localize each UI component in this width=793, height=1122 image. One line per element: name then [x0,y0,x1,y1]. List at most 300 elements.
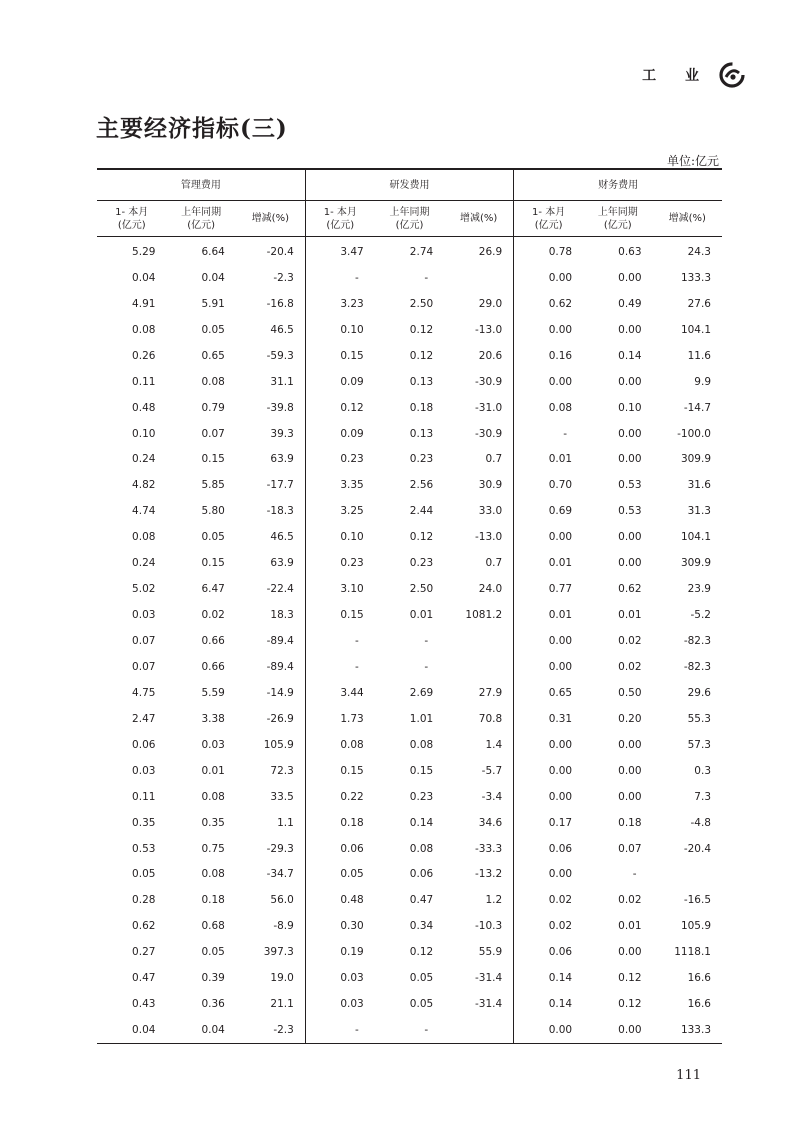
table-cell: 1.2 [444,887,513,913]
table-cell: 0.00 [548,660,573,673]
table-cell: 24.3 [687,245,711,258]
table-cell: 0.39 [201,972,225,985]
table-row [97,732,722,758]
table-cell: 0.12 [409,323,434,336]
table-cell [444,654,513,680]
table-cell: 0.50 [618,686,642,699]
table-cell: 20.6 [444,343,513,369]
admin-change-percent-header [236,201,305,237]
table-cell: 0.15 [340,349,364,362]
table-cell: 0.07 [132,660,156,673]
table-cell: -29.3 [236,836,305,862]
table-cell: 23.9 [687,583,711,596]
header-text: 上年同期 [389,206,430,218]
admin-prior-period-header [166,201,235,237]
table-cell: 39.3 [236,421,305,447]
table-cell: 3.47 [340,245,364,258]
table-cell: 27.6 [687,297,711,310]
table-cell: 0.05 [132,868,156,881]
table-cell: 0.15 [201,557,225,570]
table-cell: 0.7 [444,447,513,473]
table-cell: 11.6 [687,349,711,362]
table-cell: 0.02 [548,894,573,907]
table-cell: 2.50 [409,583,434,596]
running-header [642,62,745,88]
section-label: 工 业 [642,68,711,84]
table-cell: 6.64 [201,245,225,258]
table-cell: -34.7 [236,862,305,888]
table-cell: 0.53 [618,505,642,518]
chapter-logo-icon [719,62,745,88]
table-cell: 0.01 [409,609,434,622]
header-text: (亿元) [534,219,563,231]
table-cell: -39.8 [236,395,305,421]
table-cell: 0.12 [340,401,364,414]
table-cell: 4.75 [132,686,156,699]
table-cell: 0.04 [166,1017,235,1043]
unit-label: 单位:亿元 [666,154,719,168]
table-cell: 55.3 [687,712,711,725]
table-cell: 0.16 [548,349,573,362]
table-cell: 0.49 [618,297,642,310]
table-cell: -82.3 [683,635,711,648]
table-cell: 0.26 [132,349,156,362]
table-cell: 3.25 [340,505,364,518]
table-row [97,524,722,550]
table-cell: -5.7 [444,758,513,784]
table-cell: 0.02 [618,894,642,907]
table-cell: 133.3 [680,271,711,284]
table-cell: 0.12 [618,972,642,985]
table-cell: 0.14 [548,972,573,985]
table-row [97,317,722,343]
table-cell: 1.01 [409,712,434,725]
table-cell: 0.19 [340,946,364,959]
table-cell: 0.18 [618,816,642,829]
table-cell: 0.75 [201,842,225,855]
table-cell: 0.03 [201,738,225,751]
table-cell: 0.23 [409,557,434,570]
table-cell: 31.6 [687,479,711,492]
table-cell: 105.9 [236,732,305,758]
table-cell: -14.9 [236,680,305,706]
table-cell: 133.3 [653,1017,722,1043]
table-row [97,991,722,1017]
table-row [97,421,722,447]
table-row [97,265,722,291]
table-row [97,706,722,732]
table-cell: 0.12 [409,349,434,362]
table-cell: -13.2 [444,862,513,888]
table-cell: 46.5 [236,524,305,550]
table-cell: 0.04 [132,271,156,284]
table-cell: 0.00 [548,635,573,648]
table-cell: -3.4 [444,784,513,810]
table-cell: 0.00 [618,427,642,440]
table-cell: 0.47 [409,894,434,907]
table-cell: 0.12 [618,998,642,1011]
table-cell: 0.00 [548,271,573,284]
table-cell: 0.00 [618,557,642,570]
table-cell: 0.30 [340,920,364,933]
table-cell: 0.23 [409,790,434,803]
table-cell: -18.3 [236,498,305,524]
table-cell: 1081.2 [444,602,513,628]
table-cell: - [563,427,568,440]
table-cell: 0.09 [340,375,364,388]
table-cell [444,628,513,654]
table-cell: 0.78 [548,245,573,258]
table-row [97,343,722,369]
table-row [97,628,722,654]
table-cell: 5.85 [201,479,225,492]
table-cell: -22.4 [236,576,305,602]
table-cell: 0.01 [548,609,573,622]
table-cell: 1.73 [340,712,364,725]
group-header-admin-expenses: 管理费用 [97,169,305,201]
table-cell [444,265,513,291]
table-cell: 0.18 [201,894,225,907]
table-cell: 0.00 [618,323,642,336]
table-cell: 31.3 [687,505,711,518]
table-cell: - [424,271,429,284]
table-cell: 2.50 [409,297,434,310]
table-cell: 0.08 [409,738,434,751]
table-cell: 3.44 [340,686,364,699]
table-cell: -20.4 [236,237,305,265]
table-cell: 0.00 [618,738,642,751]
table-cell: -17.7 [236,472,305,498]
table-cell: 0.03 [340,998,364,1011]
table-cell: 0.79 [201,401,225,414]
table-cell: 0.22 [340,790,364,803]
table-cell: 33.0 [444,498,513,524]
rd-change-percent-header [444,201,513,237]
table-cell: 0.03 [132,764,156,777]
table-cell: -31.4 [444,991,513,1017]
table-cell: -13.0 [444,317,513,343]
group-header-financial-expenses: 财务费用 [514,169,722,201]
table-cell: 0.08 [132,323,156,336]
table-cell: 0.01 [548,453,573,466]
table-cell: -100.0 [677,427,711,440]
table-cell: 0.7 [444,550,513,576]
table-cell: 104.1 [680,531,711,544]
table-cell: 0.00 [618,946,642,959]
table-cell: -30.9 [444,369,513,395]
table-cell: 0.27 [132,946,156,959]
table-row [97,654,722,680]
table-cell: -33.3 [444,836,513,862]
table-cell: 0.05 [340,868,364,881]
table-cell: -16.8 [236,291,305,317]
table-cell: -8.9 [236,913,305,939]
table-row [97,758,722,784]
table-row [97,291,722,317]
table-row [97,810,722,836]
financial-change-percent-header [653,201,722,237]
table-cell: 1.4 [444,732,513,758]
table-cell: 18.3 [236,602,305,628]
table-cell: 0.17 [548,816,573,829]
table-cell: 0.01 [548,557,573,570]
table-cell: 1.1 [236,810,305,836]
table-cell: 0.06 [409,868,434,881]
table-cell: 0.11 [132,375,156,388]
table-cell: 24.0 [444,576,513,602]
table-cell: 34.6 [444,810,513,836]
table-cell: 0.00 [548,790,573,803]
table-cell: 0.06 [548,946,573,959]
table-cell: 0.15 [340,609,364,622]
table-cell: 0.04 [97,1017,166,1043]
table-cell: 63.9 [236,447,305,473]
header-text: (亿元) [326,219,355,231]
table-cell: 0.15 [340,764,364,777]
table-cell: 309.9 [680,453,711,466]
table-cell: 309.9 [680,557,711,570]
table-cell: 0.48 [132,401,156,414]
table-cell: 0.68 [201,920,225,933]
table-cell: 0.34 [409,920,434,933]
table-cell: 1118.1 [674,946,711,959]
table-row [97,602,722,628]
table-cell: - [354,660,359,673]
header-text: (亿元) [187,219,216,231]
table-cell: 0.03 [132,609,156,622]
table-cell: 5.02 [132,583,156,596]
table-cell: 9.9 [694,375,711,388]
financial-current-period-header [514,201,583,237]
table-cell: 2.47 [132,712,156,725]
table-cell: -10.3 [444,913,513,939]
table-cell: 0.08 [132,531,156,544]
table-cell: - [632,868,637,881]
table-row [97,550,722,576]
table-cell: 105.9 [680,920,711,933]
table-cell: 19.0 [236,965,305,991]
table-cell: 0.08 [201,868,225,881]
table-cell: 0.00 [514,1017,583,1043]
header-text: 增减(%) [668,213,706,224]
table-cell: 0.00 [548,531,573,544]
table-cell: 0.13 [409,375,434,388]
header-text: 增减(%) [460,213,498,224]
page-number: 111 [676,1068,701,1083]
table-cell: 0.69 [548,505,573,518]
page-title: 主要经济指标(三) [96,115,288,142]
table-cell: 0.05 [409,998,434,1011]
table-cell: 0.05 [409,972,434,985]
table-cell [444,1017,513,1043]
table-cell: 0.05 [201,323,225,336]
table-cell: 21.1 [236,991,305,1017]
table-cell: -13.0 [444,524,513,550]
table-cell: - [375,1017,444,1043]
table-cell: 0.06 [340,842,364,855]
table-cell: 2.74 [409,245,434,258]
table-cell: 0.18 [340,816,364,829]
table-cell: -59.3 [236,343,305,369]
header-text: 上年同期 [181,206,222,218]
table-row [97,887,722,913]
table-cell: 0.01 [618,609,642,622]
table-cell: 0.66 [201,635,225,648]
table-cell: 0.00 [548,764,573,777]
header-text: 1- 本月 [532,206,566,218]
table-cell: 0.00 [618,790,642,803]
table-row [97,1017,722,1043]
table-cell: 0.08 [340,738,364,751]
table-cell: 5.91 [201,297,225,310]
table-cell: -20.4 [683,842,711,855]
table-cell: 0.00 [548,323,573,336]
table-cell: 0.13 [409,427,434,440]
table-row [97,836,722,862]
table-cell: 0.18 [409,401,434,414]
table-cell: 0.63 [618,245,642,258]
table-cell: 0.10 [618,401,642,414]
table-cell: 3.23 [340,297,364,310]
header-text: (亿元) [395,219,424,231]
table-cell: -14.7 [683,401,711,414]
table-cell: 0.02 [618,635,642,648]
table-cell: 0.65 [201,349,225,362]
table-cell: 0.31 [548,712,573,725]
table-cell: 0.10 [340,323,364,336]
table-cell: 57.3 [687,738,711,751]
table-row [97,939,722,965]
table-cell: - [424,635,429,648]
table-cell: 0.04 [201,271,225,284]
table-cell: 30.9 [444,472,513,498]
table-cell: 0.05 [201,946,225,959]
table-row [97,576,722,602]
table-cell: 0.53 [618,479,642,492]
table-cell: 397.3 [236,939,305,965]
table-cell: 3.35 [340,479,364,492]
table-cell: 0.24 [132,557,156,570]
table-cell: 0.08 [548,401,573,414]
header-text: (亿元) [117,219,146,231]
table-cell: 0.03 [340,972,364,985]
table-row [97,965,722,991]
table-cell: 0.00 [618,453,642,466]
table-row [97,369,722,395]
table-cell: 0.14 [548,998,573,1011]
admin-current-period-header [97,201,166,237]
financial-prior-period-header [583,201,652,237]
table-cell: 26.9 [444,237,513,265]
table-cell: -4.8 [690,816,711,829]
table-cell: -2.3 [236,1017,305,1043]
table-cell: 70.8 [444,706,513,732]
table-cell: 5.29 [132,245,156,258]
table-cell: 0.00 [548,738,573,751]
table-cell: -2.3 [236,265,305,291]
table-cell: 0.24 [132,453,156,466]
table-cell: 0.07 [201,427,225,440]
table-cell: 55.9 [444,939,513,965]
table-cell: -31.0 [444,395,513,421]
table-cell: 0.77 [548,583,573,596]
table-cell: 0.43 [132,998,156,1011]
table-cell: 56.0 [236,887,305,913]
table-cell: -5.2 [690,609,711,622]
header-text: 增减(%) [251,213,289,224]
table-cell: -30.9 [444,421,513,447]
table-cell: 0.02 [548,920,573,933]
table-cell: 0.08 [201,790,225,803]
table-cell: -26.9 [236,706,305,732]
table-cell: 7.3 [694,790,711,803]
table-row [97,784,722,810]
table-cell: 0.53 [132,842,156,855]
table-cell: 0.00 [618,764,642,777]
table-cell: 0.62 [618,583,642,596]
table-cell: 0.48 [340,894,364,907]
table-cell: 5.59 [201,686,225,699]
table-cell: 0.09 [340,427,364,440]
table-cell: 0.00 [618,531,642,544]
table-cell: 0.01 [201,764,225,777]
table-cell: 0.28 [132,894,156,907]
table-cell: 0.00 [618,271,642,284]
table-cell: 5.80 [201,505,225,518]
table-cell: 0.06 [548,842,573,855]
table-cell: 0.05 [201,531,225,544]
table-cell: 0.36 [201,998,225,1011]
table-cell: 0.23 [340,453,364,466]
table-cell: 0.20 [618,712,642,725]
table-cell: 0.00 [548,868,573,881]
table-cell: 0.12 [409,946,434,959]
table-cell: 0.23 [340,557,364,570]
table-cell: 0.02 [618,660,642,673]
table-cell: -89.4 [236,628,305,654]
table-cell: 63.9 [236,550,305,576]
table-cell: 31.1 [236,369,305,395]
table-cell: 0.08 [409,842,434,855]
table-cell: 0.06 [132,738,156,751]
table-cell: 0.62 [548,297,573,310]
table-row [97,472,722,498]
table-cell: 3.38 [201,712,225,725]
table-cell: 0.15 [201,453,225,466]
table-cell: 0.10 [340,531,364,544]
table-cell: 0.07 [132,635,156,648]
table-row [97,862,722,888]
table-cell: 0.14 [409,816,434,829]
table-cell: 0.00 [618,375,642,388]
table-cell: 29.0 [444,291,513,317]
header-text: 上年同期 [597,206,638,218]
table-row [97,498,722,524]
table-row [97,680,722,706]
table-cell: 16.6 [687,998,711,1011]
table-row [97,913,722,939]
table-row [97,237,722,265]
table-cell: -89.4 [236,654,305,680]
table-row [97,447,722,473]
table-cell: 0.01 [618,920,642,933]
table-cell: 72.3 [236,758,305,784]
table-cell: 16.6 [687,972,711,985]
table-cell: 0.02 [201,609,225,622]
table-cell: 0.35 [201,816,225,829]
header-text: (亿元) [603,219,632,231]
table-cell: 6.47 [201,583,225,596]
